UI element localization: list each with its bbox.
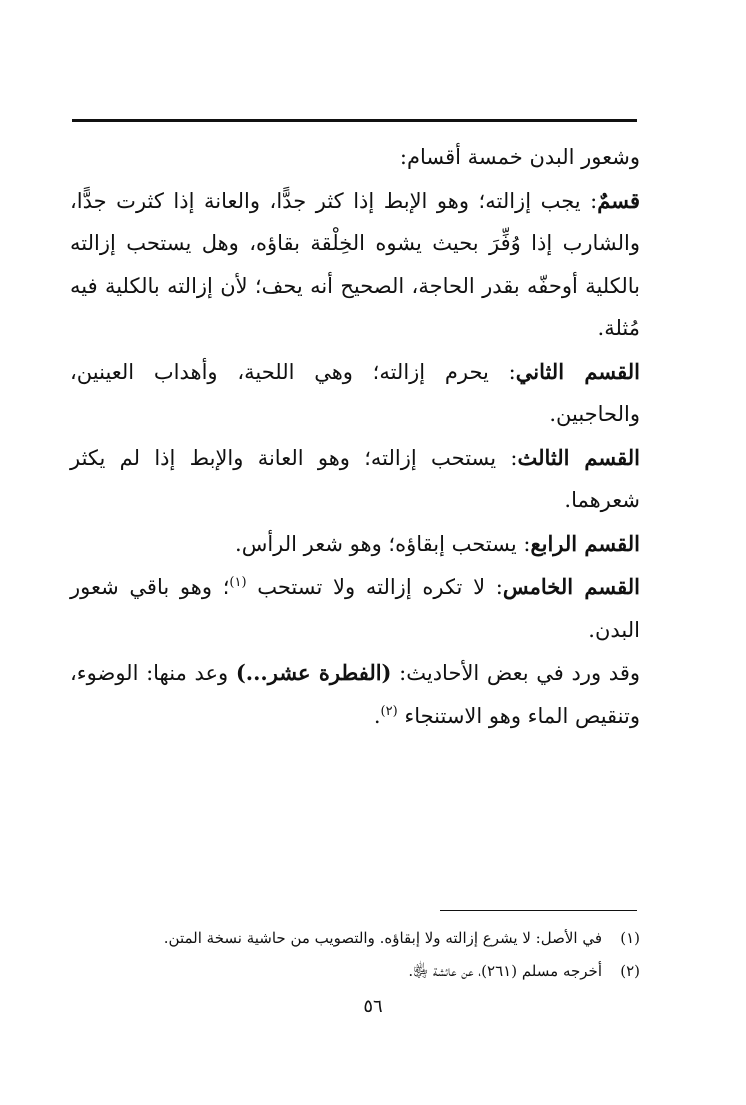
section-heading: القسم الثاني [515, 358, 640, 384]
footnote-separator [440, 910, 637, 911]
header-rule [72, 119, 637, 122]
section-heading: القسم الرابع [530, 530, 640, 556]
paragraph-section-5 [70, 566, 640, 651]
paragraph-text: . [373, 703, 381, 728]
footnote-reference: (٢) [380, 703, 398, 719]
paragraph-section-3 [70, 437, 640, 522]
paragraph-text: : لا تكره إزالته ولا تستحب [246, 575, 503, 599]
section-heading: قسمٌ [597, 187, 640, 213]
section-heading: القسم الخامس [502, 574, 640, 599]
paragraph-hadith [70, 652, 640, 737]
footnote-2 [70, 955, 640, 988]
paragraph-section-2 [70, 351, 640, 436]
footnotes [70, 922, 640, 988]
paragraph-text: وقد ورد في بعض الأحاديث: [391, 661, 641, 685]
footnote-reference: (١) [229, 575, 247, 590]
footnote-number: (٢) [620, 962, 640, 980]
paragraph-text: : يحرم إزالته؛ وهي اللحية، وأهداب العينين، والحاجبين. [70, 359, 640, 426]
hadith-quote: (الفطرة عشر...) [235, 660, 392, 685]
footnote-text: أخرجه مسلم (٢٦١)، عن عائشة ﵂. [408, 962, 602, 980]
paragraph-text: : يستحب إبقاؤه؛ وهو شعر الرأس. [235, 531, 531, 556]
paragraph-text: ؛ وهو باقي شعور البدن. [70, 575, 640, 642]
paragraph-section-4 [70, 523, 640, 566]
footnote-text: في الأصل: لا يشرع إزالته ولا إبقاؤه. والتصويب من حاشية نسخة المتن. [163, 929, 602, 947]
footnote-1 [70, 922, 640, 955]
footnote-number: (١) [620, 929, 640, 947]
paragraph-text: وشعور البدن خمسة أقسام: [399, 145, 640, 169]
paragraph-text: وعد منها: الوضوء، وتنقيص الماء وهو الاستنجاء [70, 661, 640, 728]
paragraph-intro [70, 136, 640, 179]
paragraph-section-1 [70, 180, 640, 350]
section-heading: القسم الثالث [517, 444, 640, 470]
page-number: ٥٦ [363, 996, 383, 1017]
paragraph-text: : يستحب إزالته؛ وهو العانة والإبط إذا لم يكثر شعرهما. [70, 445, 640, 512]
paragraph-text: : يجب إزالته؛ وهو الإبط إذا كثر جدًّا، والعانة إذا كثرت جدًّا، والشارب إذا وُفِّرَ بحيث يشوه الخِلْقة بقاؤه، وهل يستحب إزالته بالكلية أوحفّه بقدر الحاجة، الصحيح أنه يحف؛ لأن إزالته بالكلية فيه مُثلة. [70, 188, 640, 340]
main-text [70, 136, 640, 737]
